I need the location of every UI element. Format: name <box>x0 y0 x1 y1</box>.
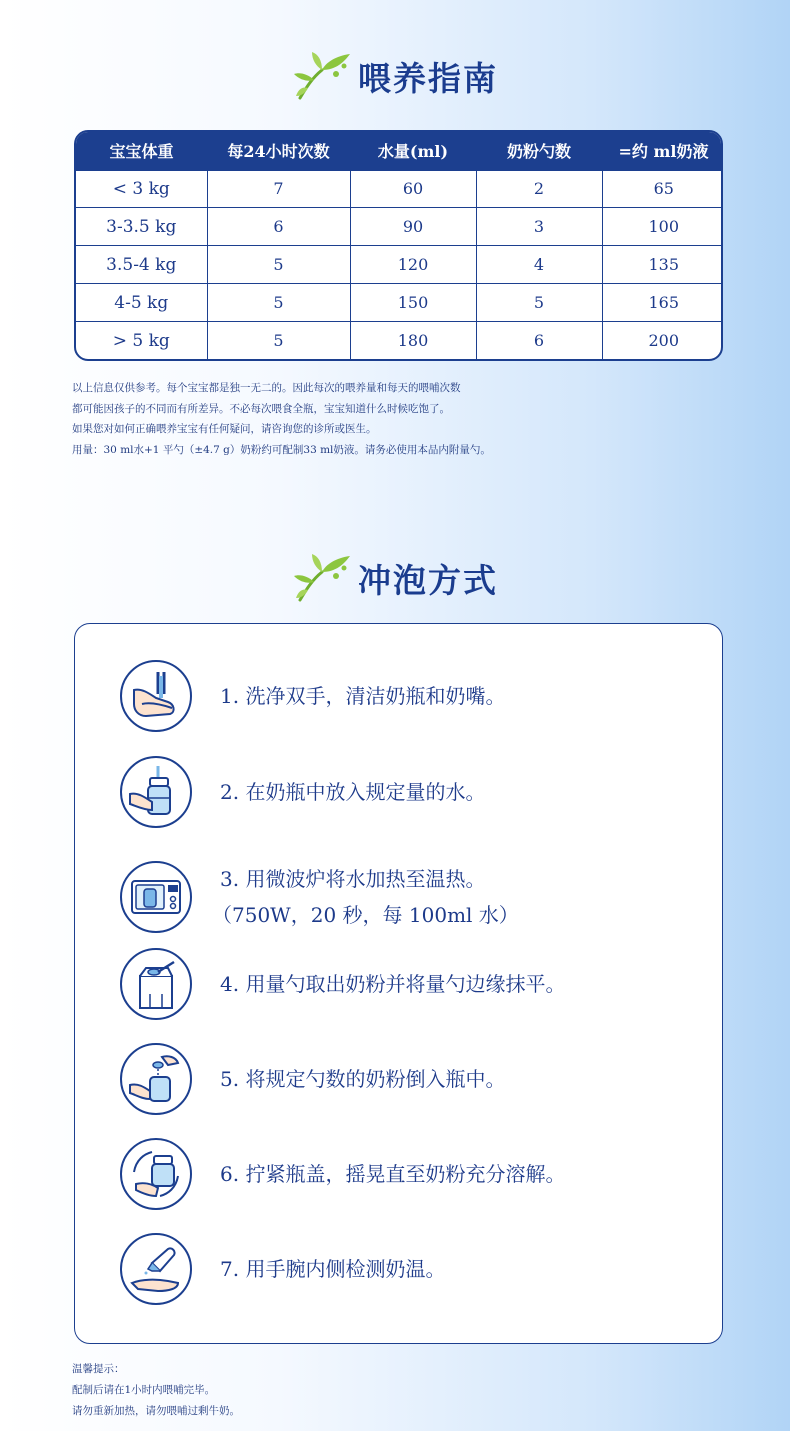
cell-times: 5 <box>207 322 350 359</box>
step-text: 4. 用量勺取出奶粉并将量勺边缘抹平。 <box>220 972 566 996</box>
cell-scoops: 3 <box>476 208 602 246</box>
table-header-row <box>76 132 723 170</box>
step-text <box>212 861 519 933</box>
note-line: 以上信息仅供参考。每个宝宝都是独一无二的。因此每次的喂养量和每天的喂哺次数 <box>72 382 461 394</box>
step-text: 5. 将规定勺数的奶粉倒入瓶中。 <box>220 1067 506 1091</box>
cell-weight: > 5 kg <box>76 322 207 359</box>
cell-water: 90 <box>350 208 476 246</box>
feeding-guide-title: 喂养指南 <box>358 58 498 98</box>
cell-milk: 100 <box>602 208 723 246</box>
step-item <box>120 1041 700 1117</box>
table-row <box>76 246 723 284</box>
cell-water: 120 <box>350 246 476 284</box>
step-text: 2. 在奶瓶中放入规定量的水。 <box>220 780 486 804</box>
cell-scoops: 5 <box>476 284 602 322</box>
microwave-icon <box>120 861 192 933</box>
note-line: 都可能因孩子的不同而有所差异。不必每次喂食全瓶，宝宝知道什么时候吃饱了。 <box>72 402 450 415</box>
step-item <box>120 658 700 734</box>
step-item <box>120 1136 700 1212</box>
note-line: 如果您对如何正确喂养宝宝有任何疑问，请咨询您的诊所或医生。 <box>72 423 377 435</box>
shake-bottle-icon <box>120 1138 192 1210</box>
header-weight: 宝宝体重 <box>76 132 207 170</box>
cell-weight: 4-5 kg <box>76 284 207 322</box>
cell-scoops: 6 <box>476 322 602 359</box>
table-row <box>76 170 723 208</box>
pour-powder-icon <box>120 1043 192 1115</box>
leaf-icon <box>292 550 354 606</box>
step-item <box>120 754 700 830</box>
step-item <box>120 946 700 1022</box>
table-row <box>76 284 723 322</box>
tips-heading: 温馨提示： <box>72 1363 125 1375</box>
cell-times: 5 <box>207 246 350 284</box>
note-line: 用量：30 ml水+1 平勺（±4.7 g）奶粉约可配制33 ml奶液。请务必使用本品内附量勺。 <box>72 443 491 456</box>
step-text: 7. 用手腕内侧检测奶温。 <box>220 1257 446 1281</box>
cell-times: 5 <box>207 284 350 322</box>
feeding-notes <box>72 378 732 460</box>
step-text: 6. 拧紧瓶盖，摇晃直至奶粉充分溶解。 <box>220 1162 566 1186</box>
header-scoops: 奶粉勺数 <box>476 132 602 170</box>
header-milk: =约 ml奶液 <box>602 132 723 170</box>
test-temperature-icon <box>120 1233 192 1305</box>
cell-milk: 165 <box>602 284 723 322</box>
tips-line: 配制后请在1小时内喂哺完毕。 <box>72 1384 216 1396</box>
wash-hands-icon <box>120 660 192 732</box>
cell-times: 6 <box>207 208 350 246</box>
preparation-steps-card <box>74 623 723 1344</box>
cell-scoops: 2 <box>476 170 602 208</box>
step-item <box>120 849 700 945</box>
step-main-text: 3. 用微波炉将水加热至温热。 <box>220 867 486 891</box>
bottle-water-icon <box>120 756 192 828</box>
tips-line: 请勿重新加热，请勿喂哺过剩牛奶。 <box>72 1405 240 1417</box>
cell-times: 7 <box>207 170 350 208</box>
header-water: 水量(ml) <box>350 132 476 170</box>
step-text: 1. 洗净双手，清洁奶瓶和奶嘴。 <box>220 684 506 708</box>
leaf-icon <box>292 48 354 104</box>
cell-milk: 65 <box>602 170 723 208</box>
step-sub-text: （750W，20 秒，每 100ml 水） <box>212 903 519 927</box>
preparation-title: 冲泡方式 <box>358 560 498 600</box>
cell-weight: 3-3.5 kg <box>76 208 207 246</box>
cell-milk: 135 <box>602 246 723 284</box>
cell-weight: < 3 kg <box>76 170 207 208</box>
cell-scoops: 4 <box>476 246 602 284</box>
step-item <box>120 1231 700 1307</box>
preparation-header <box>0 548 790 608</box>
table-row <box>76 322 723 359</box>
cell-water: 150 <box>350 284 476 322</box>
cell-milk: 200 <box>602 322 723 359</box>
cell-water: 60 <box>350 170 476 208</box>
feeding-guide-header <box>0 46 790 106</box>
cell-water: 180 <box>350 322 476 359</box>
cell-weight: 3.5-4 kg <box>76 246 207 284</box>
warm-tips <box>72 1359 240 1422</box>
feeding-table <box>74 130 723 361</box>
scoop-powder-icon <box>120 948 192 1020</box>
table-row <box>76 208 723 246</box>
header-times: 每24小时次数 <box>207 132 350 170</box>
